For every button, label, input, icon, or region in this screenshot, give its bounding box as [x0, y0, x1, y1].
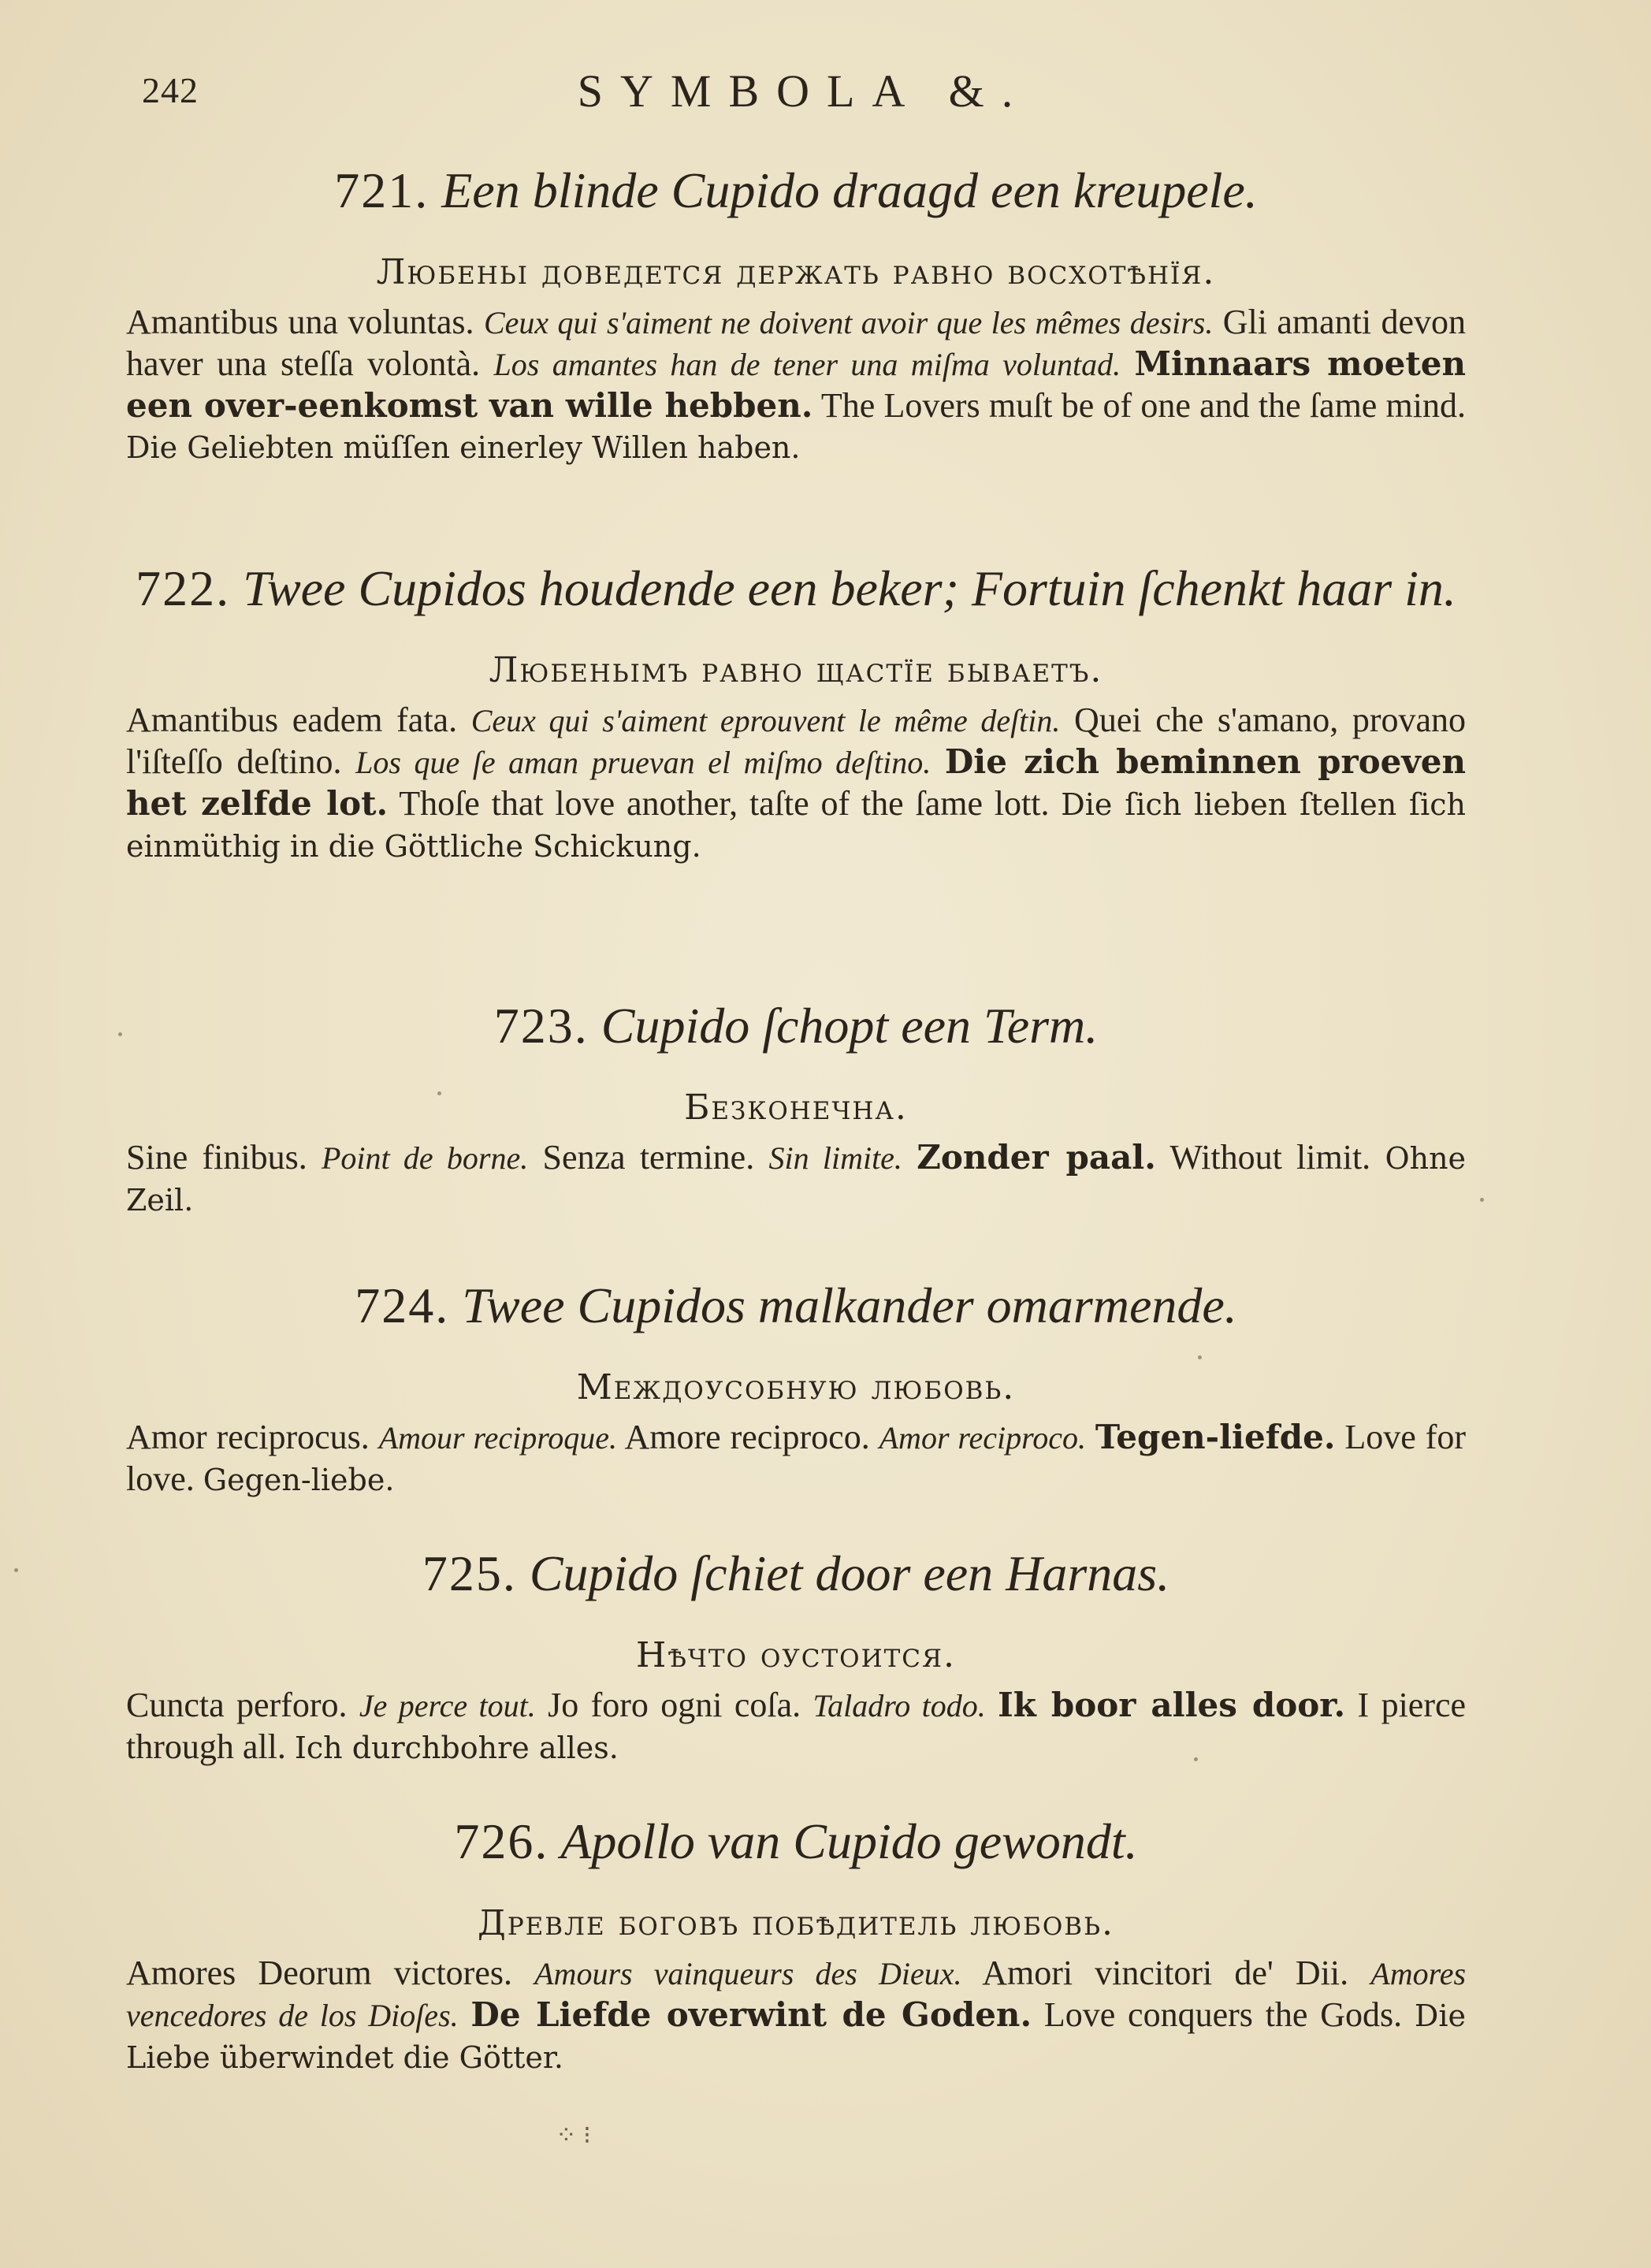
- latin-motto: Amor reciprocus.: [126, 1418, 370, 1456]
- german-motto: Ohne Zeil.: [126, 1141, 1467, 1218]
- entry-number: 725.: [422, 1545, 517, 1601]
- paper-speck: [1194, 1757, 1198, 1761]
- german-motto: Ich durchbohre alles.: [294, 1731, 619, 1765]
- paper-speck: [1198, 1355, 1202, 1359]
- entry-title: [126, 1545, 1466, 1603]
- entry-number: 723.: [493, 998, 589, 1054]
- english-motto: Love conquers the Gods.: [1043, 1995, 1403, 2034]
- english-motto: I pierce through all.: [126, 1686, 1467, 1766]
- entry-725: [126, 1545, 1466, 1768]
- dutch-motto: Ik boor alles door.: [998, 1686, 1346, 1724]
- entry-title: [126, 1277, 1466, 1335]
- slavonic-motto: Любеньі доведется держать равно восхотѣнїя.: [376, 252, 1216, 292]
- german-motto: Die Liebe überwindet die Götter.: [126, 1998, 1466, 2075]
- entry-heading: Een blinde Cupido draagd een kreupele.: [441, 162, 1258, 218]
- french-motto: Amour reciproque.: [378, 1420, 618, 1456]
- slavonic-motto: Междоусобную любовь.: [576, 1367, 1016, 1407]
- latin-motto: Amantibus eadem fata.: [126, 701, 458, 739]
- running-head: SYMBOLA &.: [577, 65, 1031, 117]
- entry-translations: [126, 302, 1466, 468]
- page-header: [142, 65, 1466, 125]
- slavonic-motto: Любеньімъ равно щастїе бываетъ.: [489, 650, 1103, 690]
- english-motto: The Lovers muſt be of one and the ſame mind.: [820, 386, 1466, 425]
- entry-translations: [126, 1137, 1466, 1221]
- entry-number: 726.: [454, 1813, 549, 1869]
- entry-723: [126, 997, 1466, 1221]
- french-motto: Je perce tout.: [359, 1688, 536, 1723]
- dutch-motto: Minnaars moeten een over-eenkomst van wille hebben.: [126, 344, 1466, 425]
- decorative-mark-icon: ⁘ ⁝: [556, 2121, 591, 2149]
- entry-721: [126, 162, 1466, 468]
- latin-motto: Amantibus una voluntas.: [126, 303, 474, 341]
- dutch-motto: Tegen-liefde.: [1095, 1418, 1336, 1456]
- english-motto: Thoſe that love another, taſte of the ſame lott.: [399, 784, 1050, 823]
- italian-motto: Senza termine.: [542, 1138, 755, 1177]
- latin-motto: Cuncta perforo.: [126, 1686, 348, 1724]
- english-motto: Love for love.: [126, 1418, 1466, 1498]
- latin-motto: Sine finibus.: [126, 1138, 307, 1177]
- italian-motto: Jo foro ogni coſa.: [548, 1686, 801, 1724]
- paper-speck: [14, 1568, 18, 1572]
- page-number: 242: [142, 70, 199, 110]
- german-motto: Die Geliebten müſſen einerley Willen haben.: [126, 430, 801, 465]
- entry-translations: [126, 1953, 1466, 2078]
- italian-motto: Gli amanti devon haver una steſſa volontà.: [126, 303, 1467, 383]
- latin-motto: Amores Deorum victores.: [126, 1954, 512, 1992]
- french-motto: Ceux qui s'aiment eprouvent le même deſtin.: [470, 703, 1061, 738]
- entry-title: [126, 1813, 1466, 1871]
- dutch-motto: De Liefde overwint de Goden.: [470, 1995, 1032, 2034]
- slavonic-motto: Безконечна.: [684, 1088, 908, 1128]
- spanish-motto: Sin limite.: [768, 1140, 902, 1176]
- dutch-motto: Die zich beminnen proeven het zelfde lot.: [126, 742, 1467, 823]
- french-motto: Amours vainqueurs des Dieux.: [534, 1956, 962, 1991]
- entry-726: [126, 1813, 1466, 2078]
- french-motto: Ceux qui s'aiment ne doivent avoir que les mêmes desirs.: [483, 305, 1214, 340]
- entry-number: 722.: [136, 560, 231, 616]
- italian-motto: Amori vincitori de' Dii.: [982, 1954, 1349, 1992]
- spanish-motto: Amores vencedores de los Dioſes.: [126, 1956, 1467, 2033]
- entry-heading: Cupido ſchiet door een Harnas.: [529, 1545, 1170, 1601]
- italian-motto: Amore reciproco.: [624, 1418, 870, 1456]
- spanish-motto: Los que ſe aman pruevan el miſmo deſtino.: [355, 745, 931, 780]
- slavonic-motto: Нѣчто оустоится.: [635, 1635, 957, 1675]
- entry-724: [126, 1277, 1466, 1500]
- french-motto: Point de borne.: [321, 1140, 529, 1176]
- entry-number: 721.: [334, 162, 429, 218]
- entry-722: [126, 560, 1466, 867]
- entry-title: [126, 997, 1466, 1055]
- paper-speck: [1480, 1198, 1484, 1202]
- entry-heading: Twee Cupidos houdende een beker; Fortuin ſchenkt haar in.: [243, 560, 1456, 616]
- entry-title: [126, 162, 1466, 220]
- entry-heading: Apollo van Cupido gewondt.: [560, 1813, 1138, 1869]
- slavonic-motto: Древле боговъ побѣдитель любовь.: [478, 1903, 1114, 1943]
- entry-translations: [126, 1685, 1466, 1768]
- entry-translations: [126, 1417, 1466, 1500]
- paper-speck: [437, 1091, 441, 1095]
- german-motto: Die ſich lieben ſtellen ſich einmüthig in die Göttliche Schickung.: [126, 787, 1467, 864]
- paper-speck: [118, 1032, 122, 1036]
- spanish-motto: Amor reciproco.: [879, 1420, 1086, 1456]
- entry-heading: Twee Cupidos malkander omarmende.: [462, 1277, 1237, 1333]
- entry-title: [126, 560, 1466, 618]
- spanish-motto: Los amantes han de tener una miſma voluntad.: [493, 347, 1121, 382]
- italian-motto: Quei che s'amano, provano l'iſteſſo deſtino.: [126, 701, 1467, 781]
- entry-number: 724.: [355, 1277, 450, 1333]
- entry-heading: Cupido ſchopt een Term.: [601, 998, 1099, 1054]
- german-motto: Gegen-liebe.: [203, 1463, 395, 1497]
- english-motto: Without limit.: [1169, 1138, 1371, 1177]
- entry-translations: [126, 700, 1466, 867]
- spanish-motto: Taladro todo.: [812, 1688, 986, 1723]
- dutch-motto: Zonder paal.: [917, 1138, 1156, 1177]
